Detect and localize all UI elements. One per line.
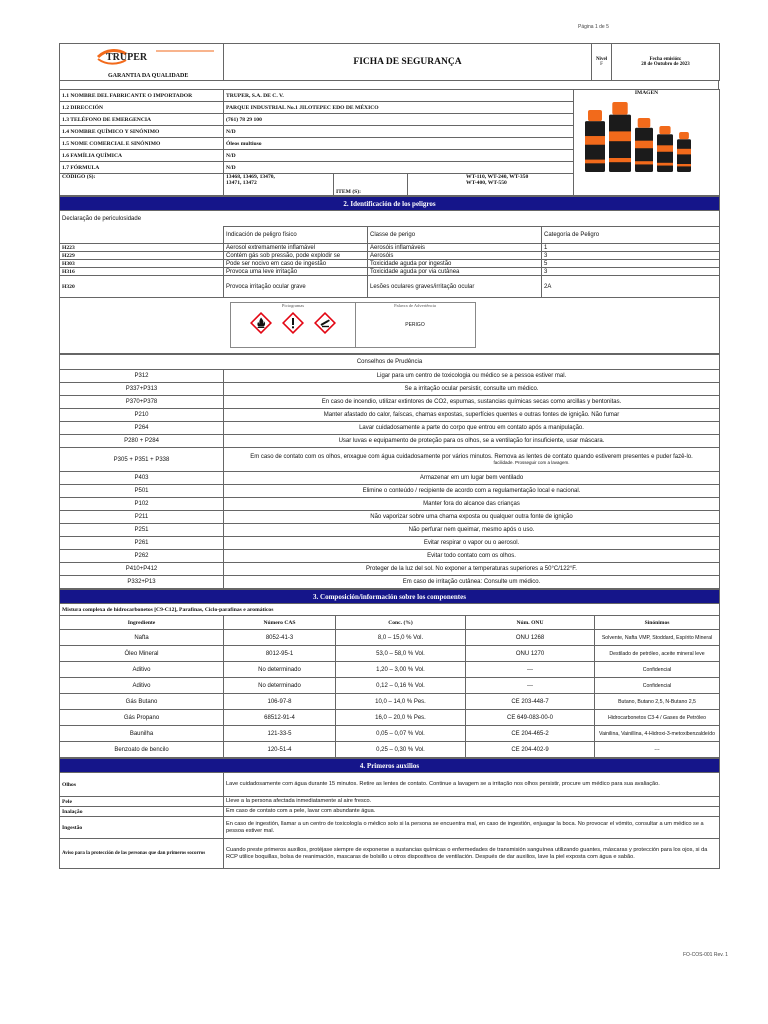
prudence-row <box>60 435 720 448</box>
info-value: N/D <box>224 162 574 174</box>
composition-header: Conc. (%) <box>336 616 466 630</box>
cas-number: 106-97-8 <box>224 694 336 710</box>
aerosol-can <box>585 110 605 172</box>
concentration: 1,20 – 3,00 % Vol. <box>336 662 466 678</box>
info-label: 1.5 NOME COMERCIAL E SINÓNIMO <box>60 138 224 150</box>
prudence-line: Armazenar em um lugar bem ventilado <box>419 475 524 481</box>
info-label: 1.1 NOMBRE DEL FABRICANTE O IMPORTADOR <box>60 90 224 102</box>
hazard-code: H223 <box>60 244 224 252</box>
item-line: WT-110, WT-240, WT-350 <box>466 174 529 180</box>
date-cell <box>612 44 720 81</box>
ingredient: Aditivo <box>60 678 224 694</box>
prudence-line: Evitar respirar o vapor ou o aerosol. <box>423 540 520 546</box>
synonyms: Hidrocarbonetos C3-4 / Gases de Petróleo <box>595 710 720 726</box>
exclamation-icon <box>282 312 304 334</box>
cas-number: 68512-91-4 <box>224 710 336 726</box>
un-number: CE 204-465-2 <box>466 726 595 742</box>
hazard-row <box>60 260 720 268</box>
first-aid-text: Lleve a la persona afectada inmediatamente al aire fresco. <box>224 797 720 807</box>
ingredient: Óleo Mineral <box>60 646 224 662</box>
composition-row <box>60 646 720 662</box>
prudence-row <box>60 576 720 589</box>
prudence-text <box>224 435 720 448</box>
composition-header: Sinónimos <box>595 616 720 630</box>
info-label: 1.4 NOMBRE QUÍMICO Y SINÓNIMO <box>60 126 224 138</box>
prudence-row <box>60 485 720 498</box>
synonyms: Solvente, Nafta VMP, Stoddard, Espírito Mineral <box>595 630 720 646</box>
section4-table <box>59 758 720 869</box>
cas-number: 120-51-4 <box>224 742 336 758</box>
signal-word: PERIGO <box>405 322 425 328</box>
prudence-code: P211 <box>60 511 224 524</box>
prudence-text <box>224 576 720 589</box>
synonyms: Confidencial <box>595 678 720 694</box>
cas-number: 8012-95-1 <box>224 646 336 662</box>
hazard-description: Provoca uma leve irritação <box>224 268 368 276</box>
prudence-line: Em caso de irritação cutânea: Consulte um médico. <box>402 579 541 585</box>
composition-row <box>60 630 720 646</box>
info-value: N/D <box>224 150 574 162</box>
first-aid-text: Cuando preste primeros auxilios, protéjase siempre de exponerse a sustancias químicas o enfermedades de transmisión sanguínea utilizando guantes, máscaras y protección para los ojos, si da RCP utilice boquillas, bolsa de reanimación, mascaras de bolsillo u otros dispositivos de ventilación. Después de dar auxilios, lave la piel exposta com água e sabão. <box>224 839 720 869</box>
prudence-code: P251 <box>60 524 224 537</box>
composition-row <box>60 726 720 742</box>
hazard-category: 3 <box>542 252 720 260</box>
prudence-table <box>59 354 720 589</box>
prudence-row <box>60 396 720 409</box>
concentration: 10,0 – 14,0 % Pes. <box>336 694 466 710</box>
code-label: CÓDIGO (S): <box>60 174 224 196</box>
item-line: WT-400, WT-550 <box>466 180 507 186</box>
first-aid-label: Olhos <box>60 773 224 797</box>
product-image <box>577 96 717 176</box>
first-aid-text: Lave cuidadosamente com água durante 15 minutos. Retire as lentes de contato. Continue a lavagem se a irritação nos olhos persistir, procure um médico para sua avaliação. <box>224 773 720 797</box>
concentration: 53,0 – 58,0 % Vol. <box>336 646 466 662</box>
code-line: 13468, 13469, 13470, <box>226 174 275 180</box>
prudence-code: P102 <box>60 498 224 511</box>
hazard-category: 5 <box>542 260 720 268</box>
first-aid-row <box>60 797 720 807</box>
first-aid-label: Pele <box>60 797 224 807</box>
prudence-row <box>60 537 720 550</box>
prudence-text <box>224 422 720 435</box>
flame-icon <box>250 312 272 334</box>
prudence-row <box>60 383 720 396</box>
ingredient: Aditivo <box>60 662 224 678</box>
image-label: IMAGEN <box>634 90 659 96</box>
prudence-line: Manter afastado do calor, faíscas, chamas expostas, superfícies quentes e outras fontes de ignição. Não fumar <box>323 412 620 418</box>
concentration: 16,0 – 20,0 % Pes. <box>336 710 466 726</box>
prudence-row <box>60 422 720 435</box>
prudence-row <box>60 498 720 511</box>
prudence-row <box>60 524 720 537</box>
info-value: N/D <box>224 126 574 138</box>
hazard-row <box>60 252 720 260</box>
item-label: ITEM (S): <box>334 174 408 196</box>
un-number: --- <box>466 662 595 678</box>
section2-table <box>59 196 720 354</box>
synonyms: Confidencial <box>595 662 720 678</box>
hazard-code: H303 <box>60 260 224 268</box>
date-label: Fecha emisión: <box>649 57 682 62</box>
prudence-title: Conselhos de Prudência <box>60 355 720 370</box>
prudence-line: Não vaporizar sobre uma chama exposta ou qualquer outra fonte de ignição <box>370 514 573 520</box>
hazard-description: Pode ser nocivo em caso de ingestão <box>224 260 368 268</box>
prudence-text <box>224 550 720 563</box>
aerosol-can <box>609 102 631 172</box>
composition-header: Número CAS <box>224 616 336 630</box>
prudence-text <box>224 498 720 511</box>
hazard-category: 2A <box>542 276 720 298</box>
prudence-line: En caso de incendio, utilizar extintores de CO2, espumas, sustancias químicas secas como arcillas y bentonitas. <box>321 399 622 405</box>
un-number: ONU 1268 <box>466 630 595 646</box>
concentration: 0,25 – 0,30 % Vol. <box>336 742 466 758</box>
prudence-text <box>224 563 720 576</box>
un-number: --- <box>466 678 595 694</box>
composition-header: Núm. ONU <box>466 616 595 630</box>
prudence-code: P501 <box>60 485 224 498</box>
prudence-code: P305 + P351 + P338 <box>60 448 224 472</box>
un-number: CE 649-083-00-0 <box>466 710 595 726</box>
pictogram-box <box>230 302 476 348</box>
cas-number: 121-33-5 <box>224 726 336 742</box>
logo-text: TRUPER <box>106 52 148 63</box>
info-value: (761) 78 29 100 <box>224 114 574 126</box>
prudence-text <box>224 409 720 422</box>
concentration: 8,0 – 15,0 % Vol. <box>336 630 466 646</box>
prudence-text <box>224 472 720 485</box>
info-label: 1.2 DIRECCIÓN <box>60 102 224 114</box>
mixture-description: Mistura complexa de hidrocarbonetos [C9-C12], Parafinas, Ciclo-parafinas e aromáticos <box>60 604 720 616</box>
hazard-row <box>60 276 720 298</box>
aerosol-can <box>657 126 673 172</box>
prudence-text <box>224 383 720 396</box>
corrosion-icon <box>314 312 336 334</box>
un-number: CE 204-402-9 <box>466 742 595 758</box>
un-number: CE 203-448-7 <box>466 694 595 710</box>
composition-row <box>60 710 720 726</box>
cas-number: No determinado <box>224 678 336 694</box>
prudence-row <box>60 409 720 422</box>
item-value <box>408 174 574 196</box>
col-physical: Indicación de peligro físico <box>224 227 368 244</box>
prudence-code: P210 <box>60 409 224 422</box>
page-number: Página 1 de 5 <box>578 24 609 30</box>
section4-title: 4. Primeros auxilios <box>60 759 720 773</box>
logo-tagline: GARANTIA DA QUALIDADE <box>108 73 189 79</box>
un-number: ONU 1270 <box>466 646 595 662</box>
prudence-line: Lavar cuidadosamente a parte do corpo que entrou em contato após a manipulação. <box>359 425 584 431</box>
col-category: Categoría de Peligro <box>542 227 720 244</box>
concentration: 0,05 – 0,07 % Vol. <box>336 726 466 742</box>
prudence-row <box>60 550 720 563</box>
prudence-line: Se a irritação ocular persistir, consulte um médico. <box>404 386 539 392</box>
prudence-line: Em caso de contato com os olhos, enxague com água cuidadosamente por vários minutos. Remova as lentes de contato quando estiverem presentes e puder fazê-lo. <box>250 454 693 460</box>
prudence-line: Proteger de la luz del sol. No exponer a temperaturas superiores a 50°C/122°F. <box>366 566 577 572</box>
prudence-line: Manter fora do alcance das crianças <box>423 501 520 507</box>
synonyms: Vainilina, Vainillina, 4-Hidroxi-3-metoxibenzaldeído <box>595 726 720 742</box>
prudence-code: P264 <box>60 422 224 435</box>
prudence-code: P337+P313 <box>60 383 224 396</box>
prudence-code: P370+P378 <box>60 396 224 409</box>
footer-code: FO-COS-001 Rev. 1 <box>683 952 728 958</box>
aerosol-cans-image <box>577 96 717 176</box>
section3-title: 3. Composición/información sobre los componentes <box>60 590 720 604</box>
prudence-text <box>224 370 720 383</box>
prudence-line: Ligar para um centro de toxicologia ou médico se a pessoa estiver mal. <box>376 373 567 379</box>
cas-number: No determinado <box>224 662 336 678</box>
truper-logo <box>96 48 216 71</box>
hazard-class: Toxicidade aguda por via cutânea <box>368 268 542 276</box>
signal-label: Palavra de Advertência <box>394 303 436 308</box>
composition-header: Ingrediente <box>60 616 224 630</box>
hazard-description: Aerosol extremamente inflamável <box>224 244 368 252</box>
ingredient: Gás Butano <box>60 694 224 710</box>
info-label: 1.3 TELÉFONO DE EMERGENCIA <box>60 114 224 126</box>
code-line: 13471, 13472 <box>226 180 257 186</box>
prudence-code: P332+P13 <box>60 576 224 589</box>
first-aid-row <box>60 807 720 817</box>
hazard-category: 3 <box>542 268 720 276</box>
hazard-description: Contém gás sob pressão, pode explodir se <box>224 252 368 260</box>
prudence-row <box>60 511 720 524</box>
aerosol-can <box>677 132 691 172</box>
synonyms: Butano, Butano 2,5, N-Butano 2,5 <box>595 694 720 710</box>
prudence-line: Evitar todo contato com os olhos. <box>427 553 516 559</box>
first-aid-label: Inalação <box>60 807 224 817</box>
prudence-text <box>224 537 720 550</box>
first-aid-row <box>60 817 720 839</box>
composition-row <box>60 694 720 710</box>
hazard-description: Provoca irritação ocular grave <box>224 276 368 298</box>
prudence-row <box>60 370 720 383</box>
info-label: 1.7 FÓRMULA <box>60 162 224 174</box>
aerosol-can <box>635 118 653 172</box>
document-title: FICHA DE SEGURANÇA <box>224 44 592 81</box>
info-value: Óleos multiuso <box>224 138 574 150</box>
hazard-code: H320 <box>60 276 224 298</box>
section2-title: 2. Identificación de los peligros <box>60 197 720 211</box>
first-aid-row <box>60 773 720 797</box>
prudence-code: P262 <box>60 550 224 563</box>
header-table <box>59 43 720 81</box>
hazard-code: H316 <box>60 268 224 276</box>
synonyms: --- <box>595 742 720 758</box>
hazard-category: 1 <box>542 244 720 252</box>
prudence-line: Usar luvas e equipamento de proteção para os olhos, se a ventilação for insuficiente, usar máscara. <box>338 438 605 444</box>
level-label: Nivel <box>595 57 608 62</box>
first-aid-text: Em caso de contato com a pele, lavar com abundante água. <box>224 807 720 817</box>
col-class: Classe de perigo <box>368 227 542 244</box>
prudence-code: P312 <box>60 370 224 383</box>
hazard-class: Aerosóis <box>368 252 542 260</box>
concentration: 0,12 – 0,16 % Vol. <box>336 678 466 694</box>
first-aid-label: Ingestão <box>60 817 224 839</box>
code-value <box>224 174 334 196</box>
prudence-text <box>224 448 720 472</box>
prudence-line: Elimine o conteúdo / recipiente de acordo com a regulamentação local e nacional. <box>362 488 581 494</box>
pictogram-label: Pictogramas <box>281 303 305 308</box>
info-value: PARQUE INDUSTRIAL No.1 JILOTEPEC EDO DE MÉXICO <box>224 102 574 114</box>
date-value: 28 de Outubro de 2023 <box>641 62 690 67</box>
pictogram-cell <box>60 298 720 354</box>
composition-row <box>60 742 720 758</box>
prudence-text <box>224 511 720 524</box>
prudence-code: P403 <box>60 472 224 485</box>
composition-row <box>60 678 720 694</box>
composition-row <box>60 662 720 678</box>
synonyms: Destilado de petróleo, aceite mineral leve <box>595 646 720 662</box>
prudence-code: P280 + P284 <box>60 435 224 448</box>
level-value: F <box>600 62 603 67</box>
hazard-class: Toxicidade aguda por ingestão <box>368 260 542 268</box>
prudence-row <box>60 448 720 472</box>
level-cell <box>592 44 612 81</box>
hazard-class: Lesões oculares graves/irritação ocular <box>368 276 542 298</box>
info-value: TRUPER, S.A. DE C. V. <box>224 90 574 102</box>
section3-table <box>59 589 720 758</box>
info-label: 1.6 FAMÍLIA QUÍMICA <box>60 150 224 162</box>
ingredient: Baunilha <box>60 726 224 742</box>
prudence-text <box>224 524 720 537</box>
pictogram-row <box>231 312 355 339</box>
first-aid-label: Aviso para la protección de las personas que dan primeros socorros <box>60 839 224 869</box>
hazard-class: Aerosóis inflamáveis <box>368 244 542 252</box>
hazard-declaration: Declaração de periculosidade <box>60 211 720 227</box>
ingredient: Gás Propano <box>60 710 224 726</box>
hazard-row <box>60 268 720 276</box>
prudence-text <box>224 485 720 498</box>
first-aid-text: En caso de ingestión, llamar a un centro de toxicología o médico solo si la persona se encuentra mal, en caso de ingestión, enjuagar la boca. No provocar el vómito, consultar a um médico se a pessoa estiver mal. <box>224 817 720 839</box>
prudence-subline: facilidade. Prosseguir com a lavagem. <box>493 460 570 465</box>
ingredient: Nafta <box>60 630 224 646</box>
prudence-row <box>60 472 720 485</box>
ingredient: Benzoato de bencilo <box>60 742 224 758</box>
logo-cell <box>60 44 224 81</box>
prudence-line: Não perfurar nem queimar, mesmo após o uso. <box>408 527 535 533</box>
prudence-code: P261 <box>60 537 224 550</box>
first-aid-row <box>60 839 720 869</box>
cas-number: 8052-41-3 <box>224 630 336 646</box>
hazard-row <box>60 244 720 252</box>
prudence-code: P410+P412 <box>60 563 224 576</box>
prudence-row <box>60 563 720 576</box>
prudence-text <box>224 396 720 409</box>
hazard-code: H229 <box>60 252 224 260</box>
